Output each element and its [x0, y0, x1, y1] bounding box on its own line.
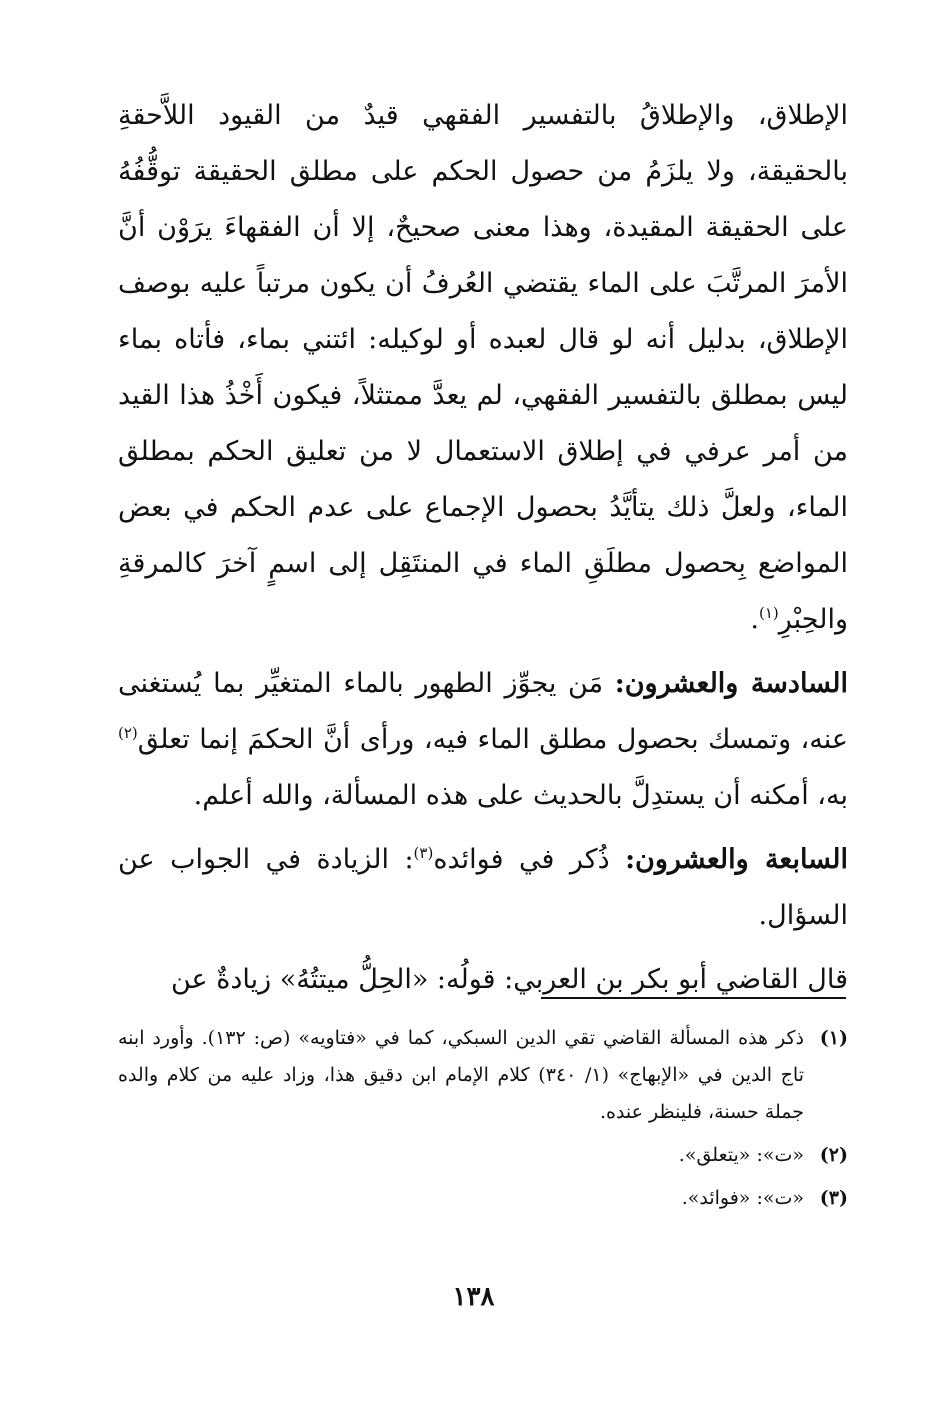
footnote-ref-2: (٢): [118, 724, 138, 742]
paragraph-2-text: مَن يجوِّز الطهور بالماء المتغيِّر بما يُستغنى عنه، وتمسك بحصول مطلق الماء فيه، ورأى أنَّ الحكمَ إنما تعلق: [118, 668, 848, 755]
footnote-number: (١): [819, 1027, 848, 1049]
page-number: ١٣٨: [452, 1282, 495, 1312]
footnote-text: «ت»: «يتعلق».: [678, 1144, 804, 1166]
paragraph-2: [118, 656, 848, 824]
paragraph-3-text-b: : الزيادة في الجواب عن السؤال.: [118, 844, 848, 931]
paragraph-1: [118, 88, 848, 648]
paragraph-3: [118, 832, 848, 944]
paragraph-1-text: الإطلاق، والإطلاقُ بالتفسير الفقهي قيدٌ من القيود اللاَّحقةِ بالحقيقة، ولا يلزَمُ من حصول الحكم على مطلق الحقيقة توقُّفُهُ على الحقيقة المقيدة، وهذا معنى صحيحٌ، إلا أن الفقهاءَ يرَوْن أنَّ الأمرَ المرتَّبَ على الماء يقتضي العُرفُ أن يكون مرتباً عليه بوصف الإطلاق، بدليل أنه لو قال لعبده أو لوكيله: ائتني بماء، فأتاه بماء ليس بمطلق بالتفسير الفقهي، لم يعدَّ ممتثلاً، فيكون أَخْذُ هذا القيد من أمر عرفي في إطلاق الاستعمال لا من تعليق الحكم بمطلق الماء، ولعلَّ ذلك يتأيَّدُ بحصول الإجماع على عدم الحكم في بعض المواضع بِحصول مطلَقِ الماء في المنتَقِل إلى اسمٍ آخرَ كالمرقةِ والحِبْرِ: [118, 100, 849, 635]
footnote-separator: [541, 997, 846, 999]
paragraph-4-text: قال القاضي أبو بكر بن العربي: قولُه: «الحِلُّ ميتتُهُ» زيادةٌ عن: [170, 964, 848, 995]
footnote-ref-1: (١): [758, 604, 779, 622]
footnote-item: [118, 1137, 848, 1174]
footnote-ref-3: (٣): [413, 844, 434, 862]
main-text: [118, 88, 848, 1016]
footnote-item: [118, 1180, 848, 1217]
footnote-text: «ت»: «فوائد».: [681, 1187, 804, 1209]
section-heading-26: السادسة والعشرون:: [614, 668, 848, 699]
section-heading-27: السابعة والعشرون:: [625, 844, 848, 875]
paragraph-4: [118, 952, 848, 1008]
footnote-number: (٣): [819, 1187, 848, 1209]
paragraph-3-text-a: ذُكر في فوائده: [433, 844, 626, 875]
footnotes: [118, 1020, 848, 1223]
footnote-text: ذكر هذه المسألة القاضي تقي الدين السبكي، كما في «فتاويه» (ص: ١٣٢). وأورد ابنه تاج الدين في «الإبهاج» (١/ ٣٤٠) كلام الإمام ابن دقيق هذا، وزاد عليه من كلام والده جملة حسنة، فلينظر عنده.: [118, 1027, 805, 1123]
footnote-item: [118, 1020, 848, 1131]
paragraph-1-end: .: [750, 604, 759, 635]
footnote-number: (٢): [819, 1144, 848, 1166]
paragraph-2-end: به، أمكنه أن يستدِلَّ بالحديث على هذه المسألة، والله أعلم.: [193, 780, 848, 811]
